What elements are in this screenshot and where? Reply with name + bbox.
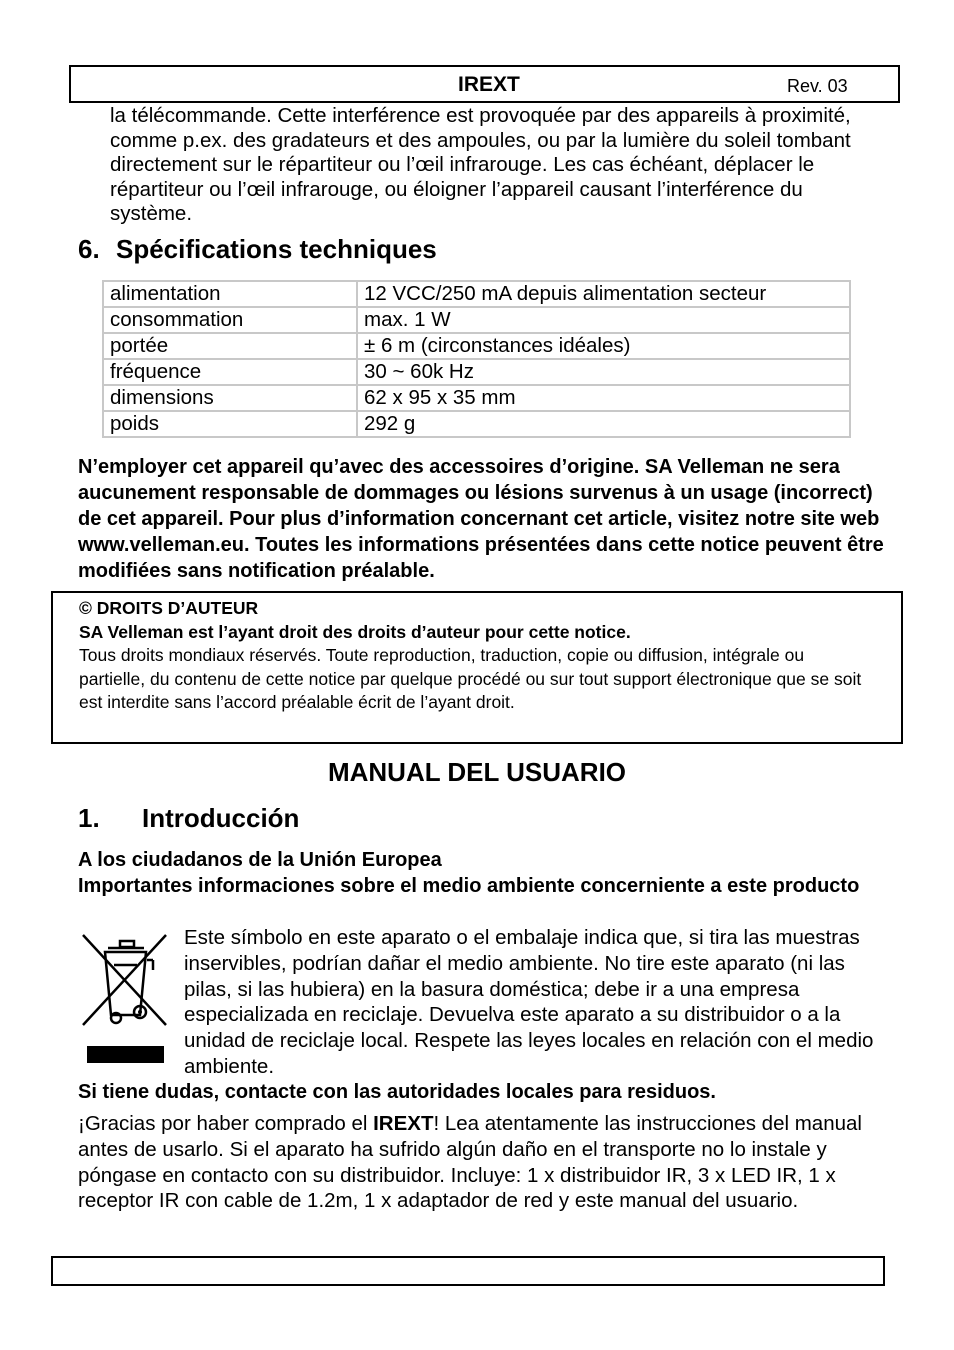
es-doubts: Si tiene dudas, contacte con las autoridades locales para residuos. (78, 1081, 716, 1103)
es-thanks-after: ! Lea atentamente las instrucciones del manual antes de usarlo. Si el aparato ha sufrido algún daño en el transporte no lo instale y póngase en contacto con su distribuidor. Incluye: 1 x distribuidor IR, 3 x LED IR, 1 x receptor IR con cable de 1.2m, 1 x adaptador de red y este manual del usuario. (78, 1112, 862, 1213)
header-revision: Rev. 03 (787, 76, 848, 96)
spec-value: ± 6 m (circonstances idéales) (357, 333, 850, 359)
es-citizens-heading: A los ciudadanos de la Unión Europea (78, 849, 442, 871)
accessories-notice: N’employer cet appareil qu’avec des accessoires d’origine. SA Velleman ne sera aucunement responsable de dommages ou lésions survenus à un usage (incorrect) de cet appareil. Pour plus d’information concernant cet article, visitez notre site web www.velleman.eu. Toutes les informations présentées dans cette notice peuvent être modifiées sans notification préalable. (78, 456, 884, 582)
es-section-heading (78, 803, 299, 834)
spec-value: 292 g (357, 411, 850, 437)
es-section-title: Introducción (142, 803, 300, 833)
copyright-owner: SA Velleman est l’ayant droit des droits d’auteur pour cette notice. (79, 621, 631, 642)
es-weee-text: Este símbolo en este aparato o el embalaje indica que, si tira las muestras inservibles, podrían dañar el medio ambiente. No tire este aparato (ni las pilas, si las hubiera) en la basura doméstica; debe ir a una empresa especializada en reciclaje. Devuelva este aparato a su distribuidor o a la unidad de reciclaje local. Respete las leyes locales en relación con el medio ambiente. (184, 926, 874, 1078)
page-footer (51, 1256, 885, 1286)
es-section-number: 1. (78, 803, 100, 833)
spec-key: dimensions (103, 385, 357, 411)
fr-interference-paragraph: la télécommande. Cette interférence est provoquée par des appareils à proximité, comme p.ex. des gradateurs et des ampoules, ou par la lumière du soleil tombant directement sur le répartiteur ou l’œil infrarouge. Les cas échéant, déplacer le répartiteur ou l’œil infrarouge, ou éloigner l’appareil causant l’interférence du système. (110, 104, 851, 225)
spec-key: poids (103, 411, 357, 437)
copyright-heading: © DROITS D’AUTEUR (79, 598, 259, 618)
page-header (69, 65, 900, 103)
es-env-heading: Importantes informaciones sobre el medio ambiente concerniente a este producto (78, 875, 860, 897)
spec-value: 12 VCC/250 mA depuis alimentation secteur (357, 281, 850, 307)
spec-key: portée (103, 333, 357, 359)
es-thanks-before: ¡Gracias por haber comprado el (78, 1112, 374, 1135)
es-env-block (78, 847, 878, 899)
spec-key: fréquence (103, 359, 357, 385)
copyright-body: Tous droits mondiaux réservés. Toute reproduction, traduction, copie ou diffusion, intégrale ou partielle, du contenu de cette notice par quelque procédé ou sur tout support électronique que se soit est interdite sans l’accord préalable écrit de l’ayant droit. (79, 645, 862, 712)
table-row (103, 411, 850, 437)
es-thanks-product: IREXT (373, 1112, 434, 1135)
spec-value: 62 x 95 x 35 mm (357, 385, 850, 411)
spec-table (102, 280, 851, 438)
spec-value: max. 1 W (357, 307, 850, 333)
es-thanks-paragraph (78, 1111, 878, 1214)
spec-key: alimentation (103, 281, 357, 307)
manual-title: MANUAL DEL USUARIO (327, 757, 627, 787)
fr-section-heading (78, 234, 437, 265)
header-title: IREXT (458, 73, 520, 96)
table-row (103, 281, 850, 307)
spec-key: consommation (103, 307, 357, 333)
table-row (103, 385, 850, 411)
table-row (103, 307, 850, 333)
fr-section-title: Spécifications techniques (116, 234, 437, 264)
table-row (103, 359, 850, 385)
weee-bin-icon (80, 930, 170, 1065)
spec-value: 30 ~ 60k Hz (357, 359, 850, 385)
fr-section-number: 6. (78, 234, 100, 264)
table-row (103, 333, 850, 359)
copyright-box (51, 591, 903, 744)
